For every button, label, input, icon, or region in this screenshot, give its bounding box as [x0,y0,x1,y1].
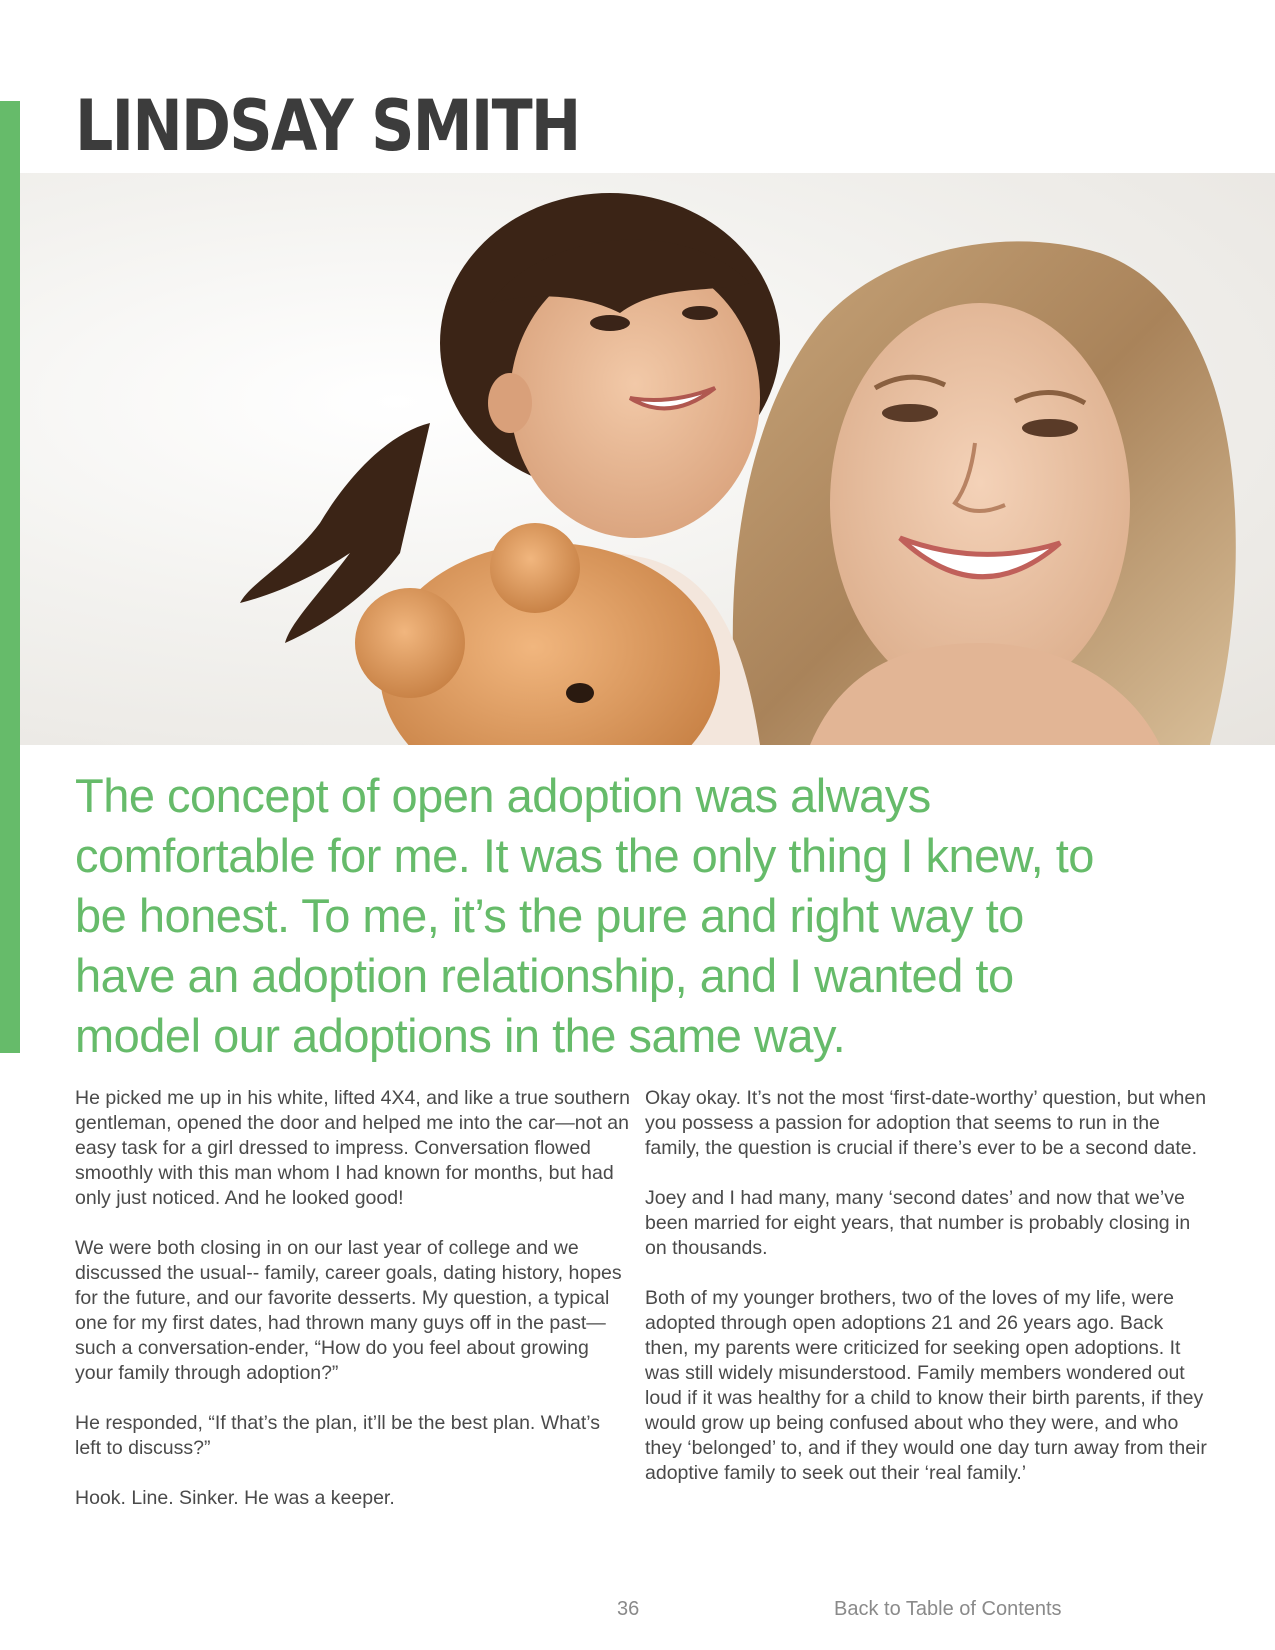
paragraph: Both of my younger brothers, two of the loves of my life, were adopted through open adoptions 21 and 26 years ago. Back then, my parents were criticized for seeking open adoptions. It was still widely misunderstood. Family members wondered out loud if it was healthy for a child to know their birth parents, if they would grow up being confused about who they were, and who they ‘belonged’ to, and if they would one day turn away from their adoptive family to seek out their ‘real family.’ [645,1287,1207,1484]
body-right-column [645,1086,1210,1511]
body-left-column [75,1086,630,1536]
pull-quote: The concept of open adoption was always comfortable for me. It was the only thing I knew, to be honest. To me, it’s the pure and right way to have an adoption relationship, and I wanted to model our adoptions in the same way. [75,769,1094,1062]
green-accent-bar [0,101,20,1053]
paragraph: Okay okay. It’s not the most ‘first-date-worthy’ question, but when you possess a passion for adoption that seems to run in the family, the question is crucial if there’s ever to be a second date. [645,1087,1207,1159]
page-title: LINDSAY SMITH [75,85,580,167]
paragraph: Joey and I had many, many ‘second dates’ and now that we’ve been married for eight years, that number is probably closing in on thousands. [645,1187,1191,1259]
back-to-toc-link[interactable]: Back to Table of Contents [834,1598,1062,1620]
paragraph: He responded, “If that’s the plan, it’ll be the best plan. What’s left to discuss?” [75,1412,601,1459]
paragraph: He picked me up in his white, lifted 4X4, and like a true southern gentleman, opened the door and helped me into the car—not an easy task for a girl dressed to impress. Conversation flowed smoothly with this man whom I had known for months, but had only just noticed. And he looked good! [75,1087,630,1209]
page-number: 36 [617,1598,640,1620]
photo-illustration [20,173,1275,745]
paragraph: Hook. Line. Sinker. He was a keeper. [75,1487,395,1509]
hero-photo [20,173,1275,745]
paragraph: We were both closing in on our last year of college and we discussed the usual-- family, career goals, dating history, hopes for the future, and our favorite desserts. My question, a typical one for my first dates, had thrown many guys off in the past—such a conversation-ender, “How do you feel about growing your family through adoption?” [75,1237,622,1384]
